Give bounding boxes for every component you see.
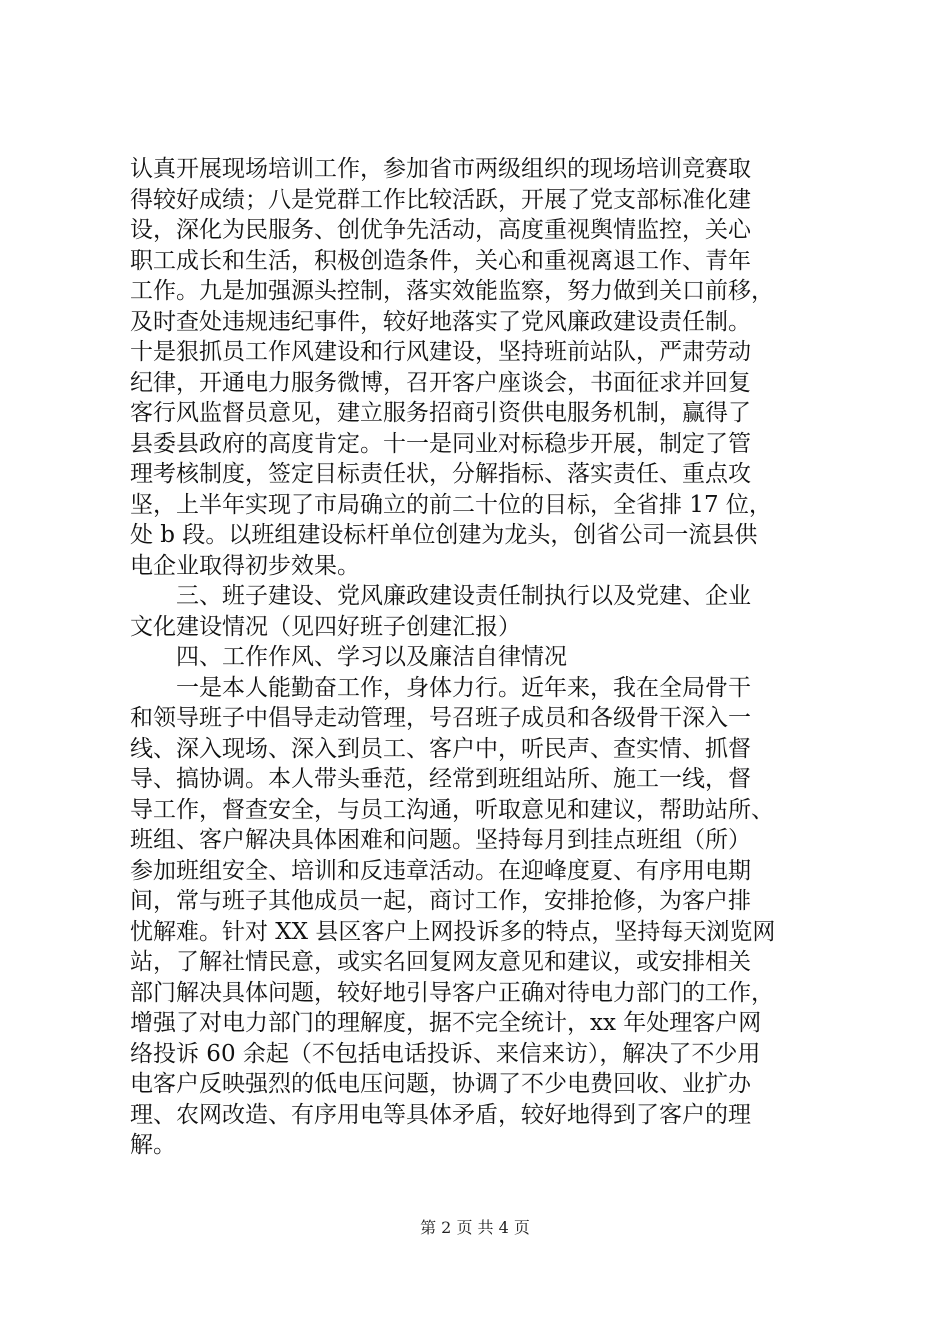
text-line: 文化建设情况（见四好班子创建汇报）	[130, 613, 521, 640]
text-line: 处 b 段。以班组建设标杆单位创建为龙头，创省公司一流县供	[130, 522, 758, 548]
text-line: 及时查处违规违纪事件，较好地落实了党风廉政建设责任制。	[130, 308, 751, 335]
text-line: 参加班组安全、培训和反违章活动。在迎峰度夏、有序用电期	[130, 857, 751, 884]
document-body	[130, 154, 830, 1161]
text-line: 导工作，督查安全，与员工沟通，听取意见和建议，帮助站所、	[130, 796, 774, 823]
text-line: 县委县政府的高度肯定。十一是同业对标稳步开展，制定了管	[130, 430, 751, 457]
text-line: 线、深入现场、深入到员工、客户中，听民声、查实情、抓督	[130, 735, 751, 762]
text-line: 工作。九是加强源头控制，落实效能监察，努力做到关口前移，	[130, 278, 774, 304]
text-line: 增强了对电力部门的理解度，据不完全统计，xx 年处理客户网	[130, 1010, 762, 1036]
text-line: 和领导班子中倡导走动管理，号召班子成员和各级骨干深入一	[130, 705, 751, 731]
text-line: 站，了解社情民意，或实名回复网友意见和建议，或安排相关	[130, 949, 751, 975]
text-line: 理考核制度，签定目标责任状，分解指标、落实责任、重点攻	[130, 461, 751, 487]
text-line: 纪律，开通电力服务微博，召开客户座谈会，书面征求并回复	[130, 369, 751, 396]
text-line: 职工成长和生活，积极创造条件，关心和重视离退工作、青年	[130, 247, 751, 274]
text-line: 忧解难。针对 XX 县区客户上网投诉多的特点，坚持每天浏览网	[130, 918, 776, 945]
text-line: 十是狠抓员工作风建设和行风建设，坚持班前站队，严肃劳动	[130, 339, 751, 365]
text-line: 络投诉 60 余起（不包括电话投诉、来信来访），解决了不少用	[130, 1040, 761, 1067]
text-line: 设，深化为民服务、创优争先活动，高度重视舆情监控，关心	[130, 217, 751, 243]
text-line: 客行风监督员意见，建立服务招商引资供电服务机制，赢得了	[130, 400, 751, 426]
text-line: 导、搞协调。本人带头垂范，经常到班组站所、施工一线，督	[130, 766, 751, 792]
text-line: 部门解决具体问题，较好地引导客户正确对待电力部门的工作，	[130, 979, 774, 1006]
text-line: 班组、客户解决具体困难和问题。坚持每月到挂点班组（所）	[130, 827, 751, 853]
text-line: 理、农网改造、有序用电等具体矛盾，较好地得到了客户的理	[130, 1101, 751, 1128]
text-line: 间，常与班子其他成员一起，商讨工作，安排抢修，为客户排	[130, 888, 751, 914]
text-line: 电客户反映强烈的低电压问题，协调了不少电费回收、业扩办	[130, 1071, 751, 1097]
section-heading-4: 四、工作作风、学习以及廉洁自律情况	[130, 644, 567, 670]
text-line: 坚，上半年实现了市局确立的前二十位的目标，全省排 17 位，	[130, 491, 772, 518]
text-line: 一是本人能勤奋工作，身体力行。近年来，我在全局骨干	[130, 674, 751, 701]
text-line: 解。	[130, 1132, 176, 1158]
text-line: 得较好成绩；八是党群工作比较活跃，开展了党支部标准化建	[130, 186, 751, 213]
text-line: 认真开展现场培训工作，参加省市两级组织的现场培训竞赛取	[130, 156, 751, 182]
section-heading-3: 三、班子建设、党风廉政建设责任制执行以及党建、企业	[130, 583, 751, 609]
text-line: 电企业取得初步效果。	[130, 552, 360, 579]
page-number-footer: 第 2 页 共 4 页	[420, 1218, 530, 1237]
